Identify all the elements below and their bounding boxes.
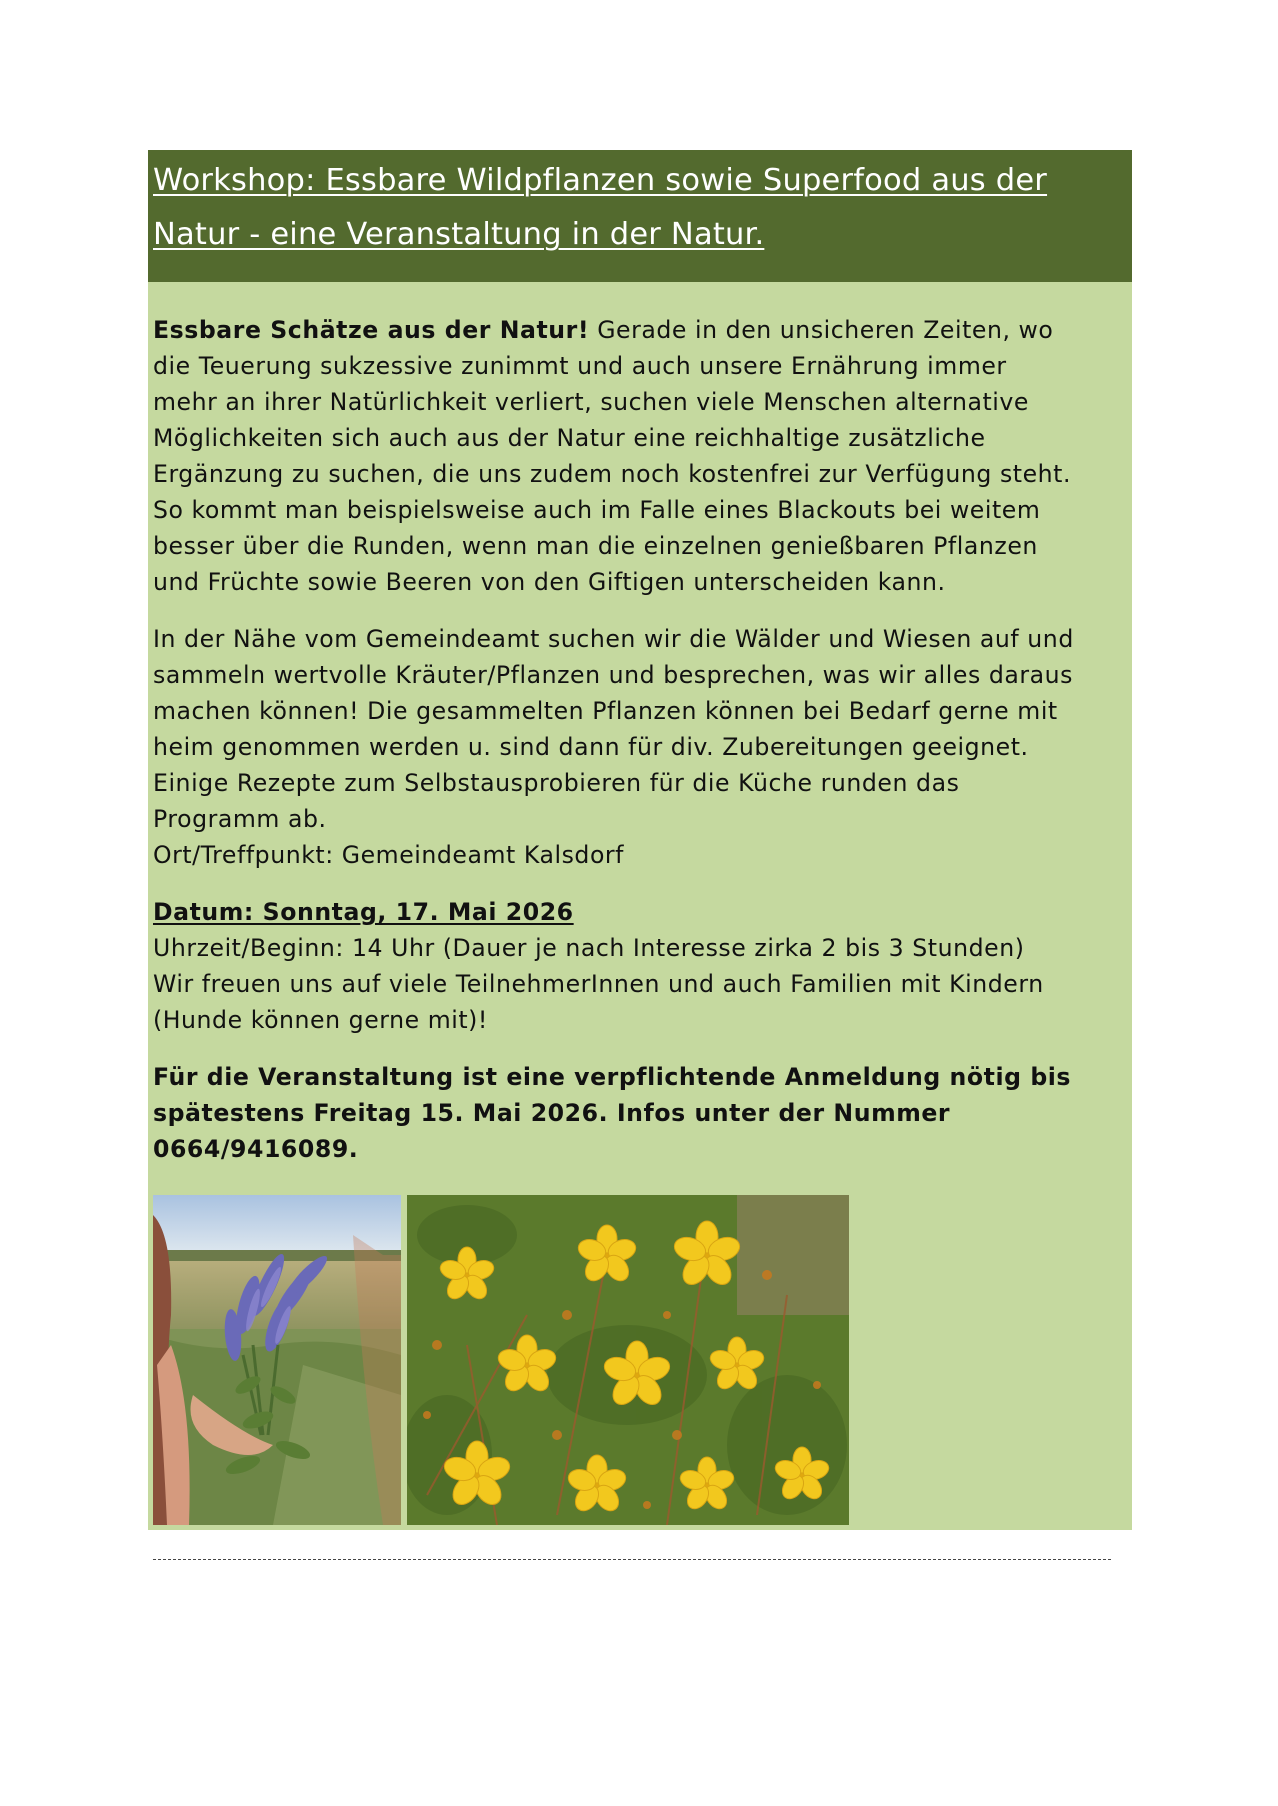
intro-line: besser über die Runden, wenn man die einzelnen genießbaren Pflanzen	[153, 532, 1038, 560]
photo-veronica-bouquet	[153, 1195, 401, 1525]
intro-text: Gerade in den unsicheren Zeiten, wo	[589, 316, 1054, 344]
event-date: Datum: Sonntag, 17. Mai 2026	[153, 898, 574, 926]
event-description	[153, 312, 1128, 1167]
intro-line: So kommt man beispielsweise auch im Falle eines Blackouts bei weitem	[153, 496, 1041, 524]
phone-number: 0664/9416089.	[153, 1135, 359, 1163]
meeting-point: Ort/Treffpunkt: Gemeindeamt Kalsdorf	[153, 841, 625, 869]
intro-first-line	[153, 312, 1128, 348]
details-line: machen können! Die gesammelten Pflanzen können bei Bedarf gerne mit	[153, 697, 1058, 725]
schedule-paragraph	[153, 894, 1128, 1038]
schedule-line: Wir freuen uns auf viele TeilnehmerInnen und auch Familien mit Kindern	[153, 970, 1044, 998]
intro-line: mehr an ihrer Natürlichkeit verliert, suchen viele Menschen alternative	[153, 388, 1029, 416]
details-paragraph	[153, 621, 1128, 873]
dashed-divider	[153, 1559, 1111, 1560]
registration-notice	[153, 1059, 1128, 1167]
event-card	[148, 150, 1132, 1530]
intro-paragraph	[153, 312, 1128, 600]
details-line: sammeln wertvolle Kräuter/Pflanzen und besprechen, was wir alles daraus	[153, 661, 1073, 689]
intro-line: die Teuerung sukzessive zunimmt und auch unsere Ernährung immer	[153, 352, 1007, 380]
photo-st-johns-wort	[407, 1195, 849, 1525]
start-time: Uhrzeit/Beginn: 14 Uhr (Dauer je nach Interesse zirka 2 bis 3 Stunden)	[153, 934, 1025, 962]
intro-lead: Essbare Schätze aus der Natur!	[153, 316, 590, 344]
details-line: heim genommen werden u. sind dann für div. Zubereitungen geeignet.	[153, 733, 1029, 761]
details-line: In der Nähe vom Gemeindeamt suchen wir die Wälder und Wiesen auf und	[153, 625, 1074, 653]
intro-line: Ergänzung zu suchen, die uns zudem noch kostenfrei zur Verfügung steht.	[153, 460, 1072, 488]
intro-line: und Früchte sowie Beeren von den Giftigen unterscheiden kann.	[153, 568, 946, 596]
intro-line: Möglichkeiten sich auch aus der Natur eine reichhaltige zusätzliche	[153, 424, 986, 452]
schedule-line: (Hunde können gerne mit)!	[153, 1006, 488, 1034]
details-line: Einige Rezepte zum Selbstausprobieren für die Küche runden das	[153, 769, 960, 797]
registration-line: spätestens Freitag 15. Mai 2026. Infos unter der Nummer	[153, 1099, 951, 1127]
title-banner	[148, 150, 1132, 282]
event-title-line: Natur - eine Veranstaltung in der Natur.	[153, 217, 765, 252]
registration-line: Für die Veranstaltung ist eine verpflichtende Anmeldung nötig bis	[153, 1063, 1072, 1091]
event-title	[153, 154, 1123, 262]
event-title-line: Workshop: Essbare Wildpflanzen sowie Superfood aus der	[153, 163, 1048, 198]
details-line: Programm ab.	[153, 805, 327, 833]
